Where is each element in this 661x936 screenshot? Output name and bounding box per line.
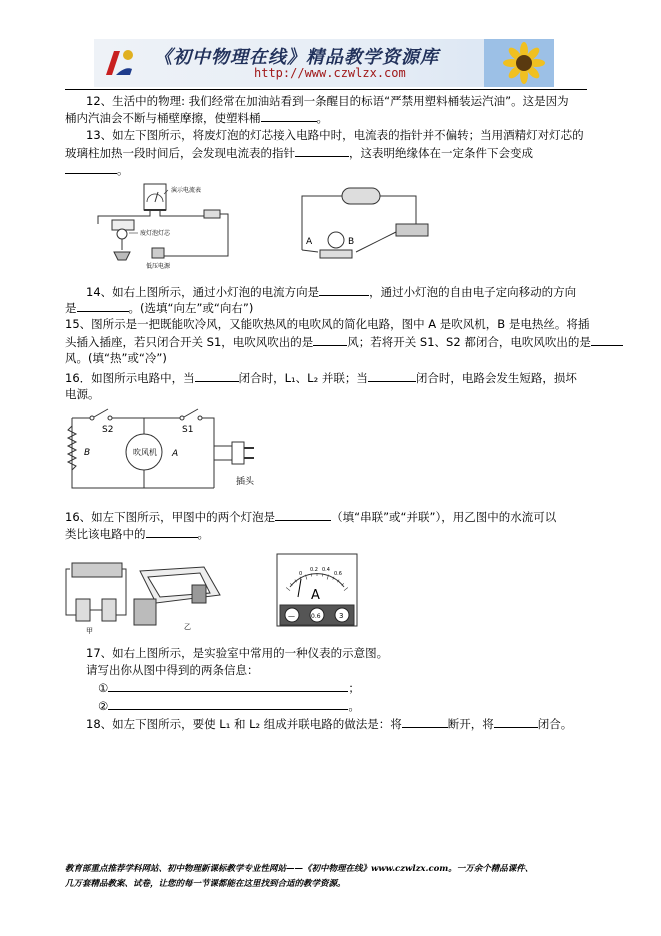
q13-line2	[65, 144, 533, 161]
q17-end-1: ；	[348, 681, 360, 695]
q15-blank-1[interactable]	[313, 333, 347, 346]
q17-end-2: 。	[348, 699, 360, 713]
lamp1-icon	[76, 599, 90, 621]
scale-label-2: 0.4	[322, 567, 330, 573]
scale-label-1: 0.2	[310, 567, 318, 573]
q15-line3: 风。(填“热”或“冷”)	[65, 351, 167, 365]
q18-text-a: 18、如左下图所示，要使 L₁ 和 L₂ 组成并联电路的做法是：将	[86, 717, 402, 731]
q16a-line1	[65, 369, 577, 386]
figure-hairdryer-circuit	[64, 400, 280, 496]
q17-answer-2	[98, 697, 360, 714]
q13-text-a: 玻璃柱加热一段时间后，会发现电流表的指针	[65, 146, 295, 160]
q14-line2	[65, 299, 253, 316]
q14-text-c: 是	[65, 301, 77, 315]
figure-bulb-circuit	[296, 186, 436, 270]
q16b-line1	[65, 508, 556, 525]
q15-line2	[65, 333, 623, 350]
figure-filament-circuit	[94, 182, 234, 270]
label-plug: 插头	[236, 477, 255, 487]
header-rule	[65, 89, 587, 90]
q13-text-b: ，这表明绝缘体在一定条件下会变成	[349, 146, 533, 160]
q14-text-b: ，通过小灯泡的自由电子定向移动的方向	[369, 285, 577, 299]
q12-text-a: 桶内汽油会不断与桶壁摩擦，使塑料桶	[65, 111, 261, 125]
switch-s1-icon	[184, 409, 198, 417]
q13-blank-1[interactable]	[295, 144, 349, 157]
figure-ammeter	[276, 553, 358, 635]
power-supply-icon	[152, 248, 164, 258]
q12-blank[interactable]	[261, 109, 317, 122]
q13-line3	[65, 161, 129, 178]
q14-line1	[86, 283, 576, 300]
q12-line2	[65, 109, 328, 126]
battery-icon	[342, 188, 380, 204]
label-s2: S2	[102, 425, 114, 435]
q17-blank-2[interactable]	[108, 697, 348, 710]
q18-text-b: 断开，将	[447, 717, 494, 731]
label-ammeter: 演示电流表	[171, 187, 202, 194]
footer-line1: 教育部重点推荐学科网站、初中物理新课标教学专业性网站——《初中物理在线》www.czwlzx.com。一万余个精品课件、	[65, 864, 534, 874]
label-power: 低压电源	[146, 263, 171, 270]
label-b: B	[84, 448, 91, 458]
q16b-blank-1[interactable]	[275, 508, 331, 521]
label-filament: 废灯泡灯芯	[140, 230, 171, 237]
q14-blank-2[interactable]	[77, 299, 129, 312]
q12-line1: 12、生活中的物理: 我们经常在加油站看到一条醒目的标语“严禁用塑料桶装运汽油”。这是因为	[86, 94, 569, 108]
site-logo-icon	[100, 45, 136, 81]
q18-blank-1[interactable]	[402, 715, 448, 728]
q18-line	[86, 715, 572, 732]
q13-blank-2[interactable]	[65, 161, 117, 174]
q13-text-c: 。	[117, 163, 129, 177]
q16b-line2	[65, 525, 209, 542]
q16a-line2: 电源。	[65, 387, 100, 401]
label-b: B	[348, 237, 355, 247]
footer-line2: 几万套精品教案、试卷，让您的每一节课都能在这里找到合适的教学资源。	[65, 879, 346, 889]
q15-line1: 15、图所示是一把既能吹冷风，又能吹热风的电吹风的简化电路，图中 A 是吹风机，B 是电热丝。将插	[65, 317, 590, 331]
scale-label-0: 0	[299, 571, 303, 577]
figure-jia-yi	[64, 555, 230, 635]
q16a-blank-2[interactable]	[368, 369, 416, 382]
q15-text-a: 头插入插座，若只闭合开关 S1，电吹风吹出的是	[65, 335, 314, 349]
q17-line2: 请写出你从图中得到的两条信息：	[86, 663, 259, 677]
q15-text-b: 风；若将开关 S1、S2 都闭合，电吹风吹出的是	[347, 335, 591, 349]
q14-text-a: 14、如右上图所示，通过小灯泡的电流方向是	[86, 285, 320, 299]
q18-blank-2[interactable]	[494, 715, 538, 728]
q16a-blank-1[interactable]	[195, 369, 239, 382]
label-fan: 吹风机	[133, 448, 157, 457]
switch-icon	[396, 224, 428, 236]
bulb-icon	[328, 232, 344, 248]
ammeter-body	[144, 184, 166, 210]
terminal-label-06: 0.6	[311, 613, 321, 620]
terminal-label-neg: —	[288, 612, 295, 620]
q16b-text-d: 。	[197, 527, 209, 541]
site-banner	[94, 39, 554, 87]
q17-line1: 17、如右上图所示，是实验室中常用的一种仪表的示意图。	[86, 646, 389, 660]
q17-blank-1[interactable]	[108, 679, 348, 692]
q17-answer-1	[98, 679, 360, 696]
q13-line1: 13、如左下图所示，将废灯泡的灯芯接入电路中时，电流表的指针并不偏转；当用酒精灯对灯芯的	[86, 128, 584, 142]
q16b-blank-2[interactable]	[146, 525, 198, 538]
switch-icon	[204, 210, 220, 218]
q18-text-c: 闭合。	[537, 717, 573, 731]
label-a: A	[306, 237, 313, 247]
q17-mark-1: ①	[98, 681, 109, 695]
scale-label-3: 0.6	[334, 571, 342, 577]
q16b-text-c: 类比该电路中的	[65, 527, 146, 541]
label-jia: 甲	[86, 627, 93, 635]
lamp2-icon	[102, 599, 116, 621]
meter-letter: A	[311, 588, 320, 603]
q16b-text-a: 16、如左下图所示，甲图中的两个灯泡是	[65, 510, 276, 524]
q16b-text-b: （填“串联”或“并联”），用乙图中的水流可以	[331, 510, 557, 524]
sunflower-icon	[484, 39, 554, 87]
turbine-icon	[192, 585, 206, 603]
alcohol-lamp-icon	[114, 252, 130, 260]
q16a-text-a: 16．如图所示电路中，当	[65, 371, 195, 385]
q17-mark-2: ②	[98, 699, 109, 713]
q14-text-d: 。(选填“向左”或“向右”)	[128, 301, 254, 315]
label-yi: 乙	[184, 623, 191, 631]
q15-blank-2[interactable]	[591, 333, 623, 346]
q16a-text-b: 闭合时，L₁、L₂ 并联；当	[238, 371, 368, 385]
q14-blank-1[interactable]	[319, 283, 369, 296]
label-s1: S1	[182, 425, 194, 435]
q12-text-b: 。	[316, 111, 328, 125]
switch-s2-icon	[94, 409, 108, 417]
q16a-text-c: 闭合时，电路会发生短路，损坏	[415, 371, 577, 385]
plug-icon	[232, 442, 244, 464]
banner-url: http://www.czwlzx.com	[254, 66, 406, 80]
banner-title: 《初中物理在线》精品教学资源库	[154, 47, 439, 68]
pump-icon	[134, 599, 156, 625]
label-a: A	[172, 449, 179, 459]
battery-box-icon	[72, 563, 122, 577]
terminal-label-3: 3	[339, 612, 344, 620]
